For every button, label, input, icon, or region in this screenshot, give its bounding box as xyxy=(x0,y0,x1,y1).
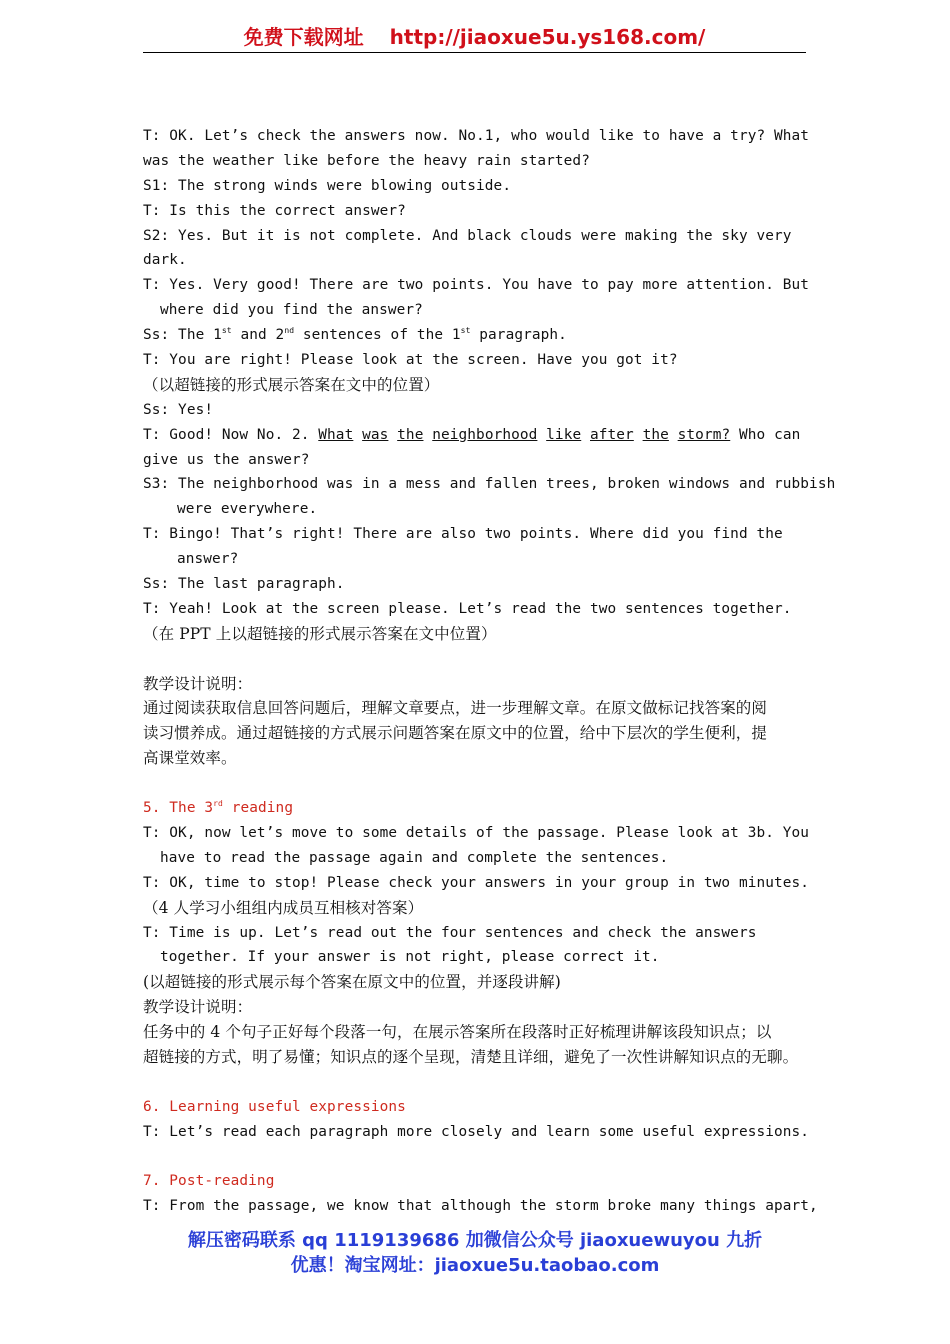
section-heading: 6. Learning useful expressions xyxy=(143,1098,406,1115)
dialog-line: answer? xyxy=(177,551,239,568)
dialog-line: together. If your answer is not right, please correct it. xyxy=(160,949,660,966)
dialog-line: was the weather like before the heavy rain started? xyxy=(143,152,590,169)
dialog-line: dark. xyxy=(143,252,187,269)
underlined-word: What xyxy=(318,426,354,443)
underlined-word: the xyxy=(397,426,424,443)
dialog-line: T: From the passage, we know that although the storm broke many things apart, xyxy=(143,1198,818,1215)
dialog-line: were everywhere. xyxy=(177,501,318,518)
design-note-title: 教学设计说明： xyxy=(143,674,253,693)
text-segment: and 2 xyxy=(231,327,285,344)
underlined-word: storm? xyxy=(677,426,731,443)
text-segment: Ss: The 1 xyxy=(143,327,222,344)
dialog-line: T: Time is up. Let’s read out the four sentences and check the answers xyxy=(143,924,757,941)
document-body xyxy=(143,124,836,1219)
dialog-line: T: OK, time to stop! Please check your answers in your group in two minutes. xyxy=(143,874,810,891)
text-segment: Who can xyxy=(730,426,801,443)
design-note-line: 任务中的 4 个句子正好每个段落一句，在展示答案所在段落时正好梳理讲解该段知识点；以 xyxy=(143,1023,772,1042)
dialog-line: have to read the passage again and complete the sentences. xyxy=(160,849,669,866)
section-heading xyxy=(143,796,813,821)
section-heading: 7. Post-reading xyxy=(143,1173,275,1190)
dialog-line: S1: The strong winds were blowing outside. xyxy=(143,177,512,194)
text-segment: paragraph. xyxy=(470,327,567,344)
dialog-line: T: OK. Let’s check the answers now. No.1, who would like to have a try? What xyxy=(143,128,810,144)
ordinal-sup: st xyxy=(221,326,232,336)
footer-line: 解压密码联系 qq 1119139686 加微信公众号 jiaoxuewuyou 九折 xyxy=(187,1230,763,1251)
page-footer xyxy=(100,1228,850,1278)
footer-line: 优惠！淘宝网址：jiaoxue5u.taobao.com xyxy=(290,1255,660,1276)
cn-note-line: （4 人学习小组组内成员互相核对答案） xyxy=(143,898,424,917)
dialog-line: S2: Yes. But it is not complete. And black clouds were making the sky very xyxy=(143,227,792,244)
dialog-line: where did you find the answer? xyxy=(160,302,423,319)
dialog-line: T: Is this the correct answer? xyxy=(143,202,406,219)
text-segment: sentences of the 1 xyxy=(294,327,461,344)
dialog-line: give us the answer? xyxy=(143,451,310,468)
text-segment: 5. The 3 xyxy=(143,800,214,817)
underlined-word: neighborhood xyxy=(432,426,538,443)
header-label: 免费下载网址 xyxy=(243,25,364,49)
header-url-link[interactable]: http://jiaoxue5u.ys168.com/ xyxy=(389,25,706,49)
design-note-title: 教学设计说明： xyxy=(143,998,253,1017)
text-segment: reading xyxy=(222,800,294,817)
dialog-line: T: Let’s read each paragraph more closely and learn some useful expressions. xyxy=(143,1123,810,1140)
dialog-line: T: You are right! Please look at the screen. Have you got it? xyxy=(143,352,678,369)
underlined-word: like xyxy=(546,426,582,443)
ordinal-sup: nd xyxy=(284,326,295,336)
cn-note-line: （以超链接的形式展示答案在文中的位置） xyxy=(143,375,440,394)
cn-note-line: (以超链接的形式展示每个答案在原文中的位置，并逐段讲解) xyxy=(143,973,561,992)
design-note-line: 超链接的方式，明了易懂；知识点的逐个呈现，清楚且详细，避免了一次性讲解知识点的无聊。 xyxy=(143,1047,799,1066)
underlined-word: after xyxy=(590,426,634,443)
text-segment: T: Good! Now No. 2. xyxy=(143,426,319,443)
ordinal-sup: rd xyxy=(213,799,223,809)
dialog-line xyxy=(143,323,813,348)
ordinal-sup: st xyxy=(460,326,471,336)
cn-note-line: （在 PPT 上以超链接的形式展示答案在文中位置） xyxy=(143,624,497,643)
design-note-line: 通过阅读获取信息回答问题后，理解文章要点，进一步理解文章。在原文做标记找答案的阅 xyxy=(143,699,768,718)
dialog-line: Ss: The last paragraph. xyxy=(143,576,345,593)
design-note-line: 高课堂效率。 xyxy=(143,749,237,768)
dialog-line: Ss: Yes! xyxy=(143,401,214,418)
dialog-line: T: Bingo! That’s right! There are also two points. Where did you find the xyxy=(143,526,783,543)
dialog-line: T: OK, now let’s move to some details of the passage. Please look at 3b. You xyxy=(143,824,810,841)
underlined-word: the xyxy=(642,426,669,443)
dialog-line: T: Yeah! Look at the screen please. Let’s read the two sentences together. xyxy=(143,600,792,617)
underlined-word: was xyxy=(362,426,389,443)
dialog-line: T: Yes. Very good! There are two points. You have to pay more attention. But xyxy=(143,277,810,294)
dialog-line xyxy=(143,423,813,448)
page-header xyxy=(143,24,806,53)
design-note-line: 读习惯养成。通过超链接的方式展示问题答案在原文中的位置，给中下层次的学生便利，提 xyxy=(143,724,768,743)
dialog-line: S3: The neighborhood was in a mess and fallen trees, broken windows and rubbish xyxy=(143,476,836,493)
